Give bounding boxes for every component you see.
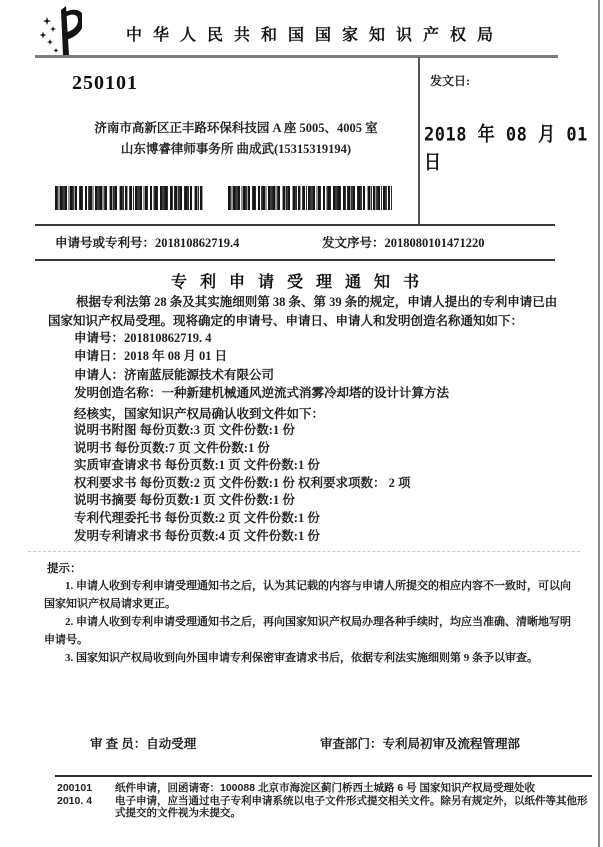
examiner-row xyxy=(90,734,196,752)
received-documents-list xyxy=(74,422,574,545)
footer-electronic-note: 电子申请，应当通过电子专利申请系统以电子文件形式提交相关文件。除另有规定外，以纸件等其他形式提交的文件视为未提交。 xyxy=(115,794,588,819)
tips-divider xyxy=(28,551,580,552)
field-filing-date: 申请日：2018 年 08 月 01 日 xyxy=(74,349,228,364)
department-value: 专利局初审及流程管理部 xyxy=(382,737,521,751)
department-label: 审查部门： xyxy=(320,737,383,751)
field-application-number: 申请号：201810862719. 4 xyxy=(74,331,212,345)
dispatch-date-value: 2018 年 08 月 01 日 xyxy=(424,123,588,174)
field-invention-title: 发明创造名称：一种新建机械通风逆流式消雾冷却塔的设计计算方法 xyxy=(74,385,450,400)
department-row xyxy=(320,734,520,752)
dispatch-date-label: 发文日: xyxy=(430,74,470,88)
postal-code: 250101 xyxy=(72,72,138,94)
field-applicant: 申请人：济南蓝辰能源技术有限公司 xyxy=(74,367,275,382)
recipient-address-line1: 济南市高新区正丰路环保科技园 A 座 5005、4005 室 xyxy=(94,121,378,135)
application-fields xyxy=(74,329,574,402)
received-documents-intro: 经核实，国家知识产权局确认收到文件如下： xyxy=(74,407,325,421)
examiner-label: 审 查 员： xyxy=(90,737,147,751)
dispatch-serial-label: 发文序号： xyxy=(322,236,385,250)
received-item: 说明书 每份页数:7 页 文件份数:1 份 xyxy=(74,440,270,455)
footer-form-code: 200101 xyxy=(57,782,93,794)
dispatch-serial-value: 2018080101471220 xyxy=(384,236,485,250)
received-item: 专利代理委托书 每份页数:2 页 文件份数:1 份 xyxy=(74,510,320,525)
dispatch-serial-number xyxy=(322,233,485,251)
received-item: 实质审查请求书 每份页数:1 页 文件份数:1 份 xyxy=(74,458,320,473)
notice-title: 专利申请受理通知书 xyxy=(170,274,432,291)
received-item: 说明书摘要 每份页数:1 页 文件份数:1 份 xyxy=(74,493,295,508)
tip-item: 2. 申请人收到专利申请受理通知书之后，再向国家知识产权局办理各种手续时，均应当准确、清晰地写明申请号。 xyxy=(44,616,571,646)
footer-paper-note: 纸件申请，回函请寄：100088 北京市海淀区蓟门桥西土城路 6 号 国家知识产权局受理处收 xyxy=(115,782,536,794)
footer-form-codes xyxy=(57,782,109,807)
tips-list xyxy=(44,577,572,667)
header-divider xyxy=(35,55,558,58)
recipient-address xyxy=(55,118,417,160)
barcode-right xyxy=(228,186,392,210)
application-number-label: 申请号或专利号： xyxy=(55,236,156,250)
dispatch-box-divider xyxy=(418,57,420,225)
barcode-left xyxy=(55,186,203,210)
tips-label: 提示： xyxy=(47,563,82,575)
cnipa-logo-icon xyxy=(36,5,82,57)
application-number xyxy=(55,233,239,251)
notice-intro-paragraph: 根据专利法第 28 条及其实施细则第 38 条、第 39 条的规定，申请人提出的专利申请已由国家知识产权局受理。现将确定的申请号、申请日、申请人和发明创造名称通知如下： xyxy=(48,295,558,328)
received-item: 发明专利请求书 每份页数:4 页 文件份数:1 份 xyxy=(74,528,320,543)
divider-above-numbers xyxy=(35,224,555,226)
tip-item: 1. 申请人收到专利申请受理通知书之后，认为其记载的内容与申请人所提交的相应内容不一致时，可以向国家知识产权局请求更正。 xyxy=(44,580,571,610)
examiner-value: 自动受理 xyxy=(146,737,197,751)
agency-title: 中华人民共和国国家知识产权局 xyxy=(125,27,504,44)
footer-form-version: 2010. 4 xyxy=(57,794,93,807)
footer-notes xyxy=(115,782,593,820)
recipient-address-line2: 山东博睿律师事务所 曲成武(15315319194) xyxy=(120,142,352,156)
received-item: 权利要求书 每份页数:2 页 文件份数:1 份 权利要求项数： 2 项 xyxy=(74,475,411,490)
footer-divider xyxy=(55,775,592,777)
tip-item: 3. 国家知识产权局收到向外国申请专利保密审查请求书后，依据专利法实施细则第 9 条予以审查。 xyxy=(65,652,538,664)
application-number-value: 201810862719.4 xyxy=(155,236,240,250)
divider-below-numbers xyxy=(35,259,555,261)
received-item: 说明书附图 每份页数:3 页 文件份数:1 份 xyxy=(74,423,295,437)
